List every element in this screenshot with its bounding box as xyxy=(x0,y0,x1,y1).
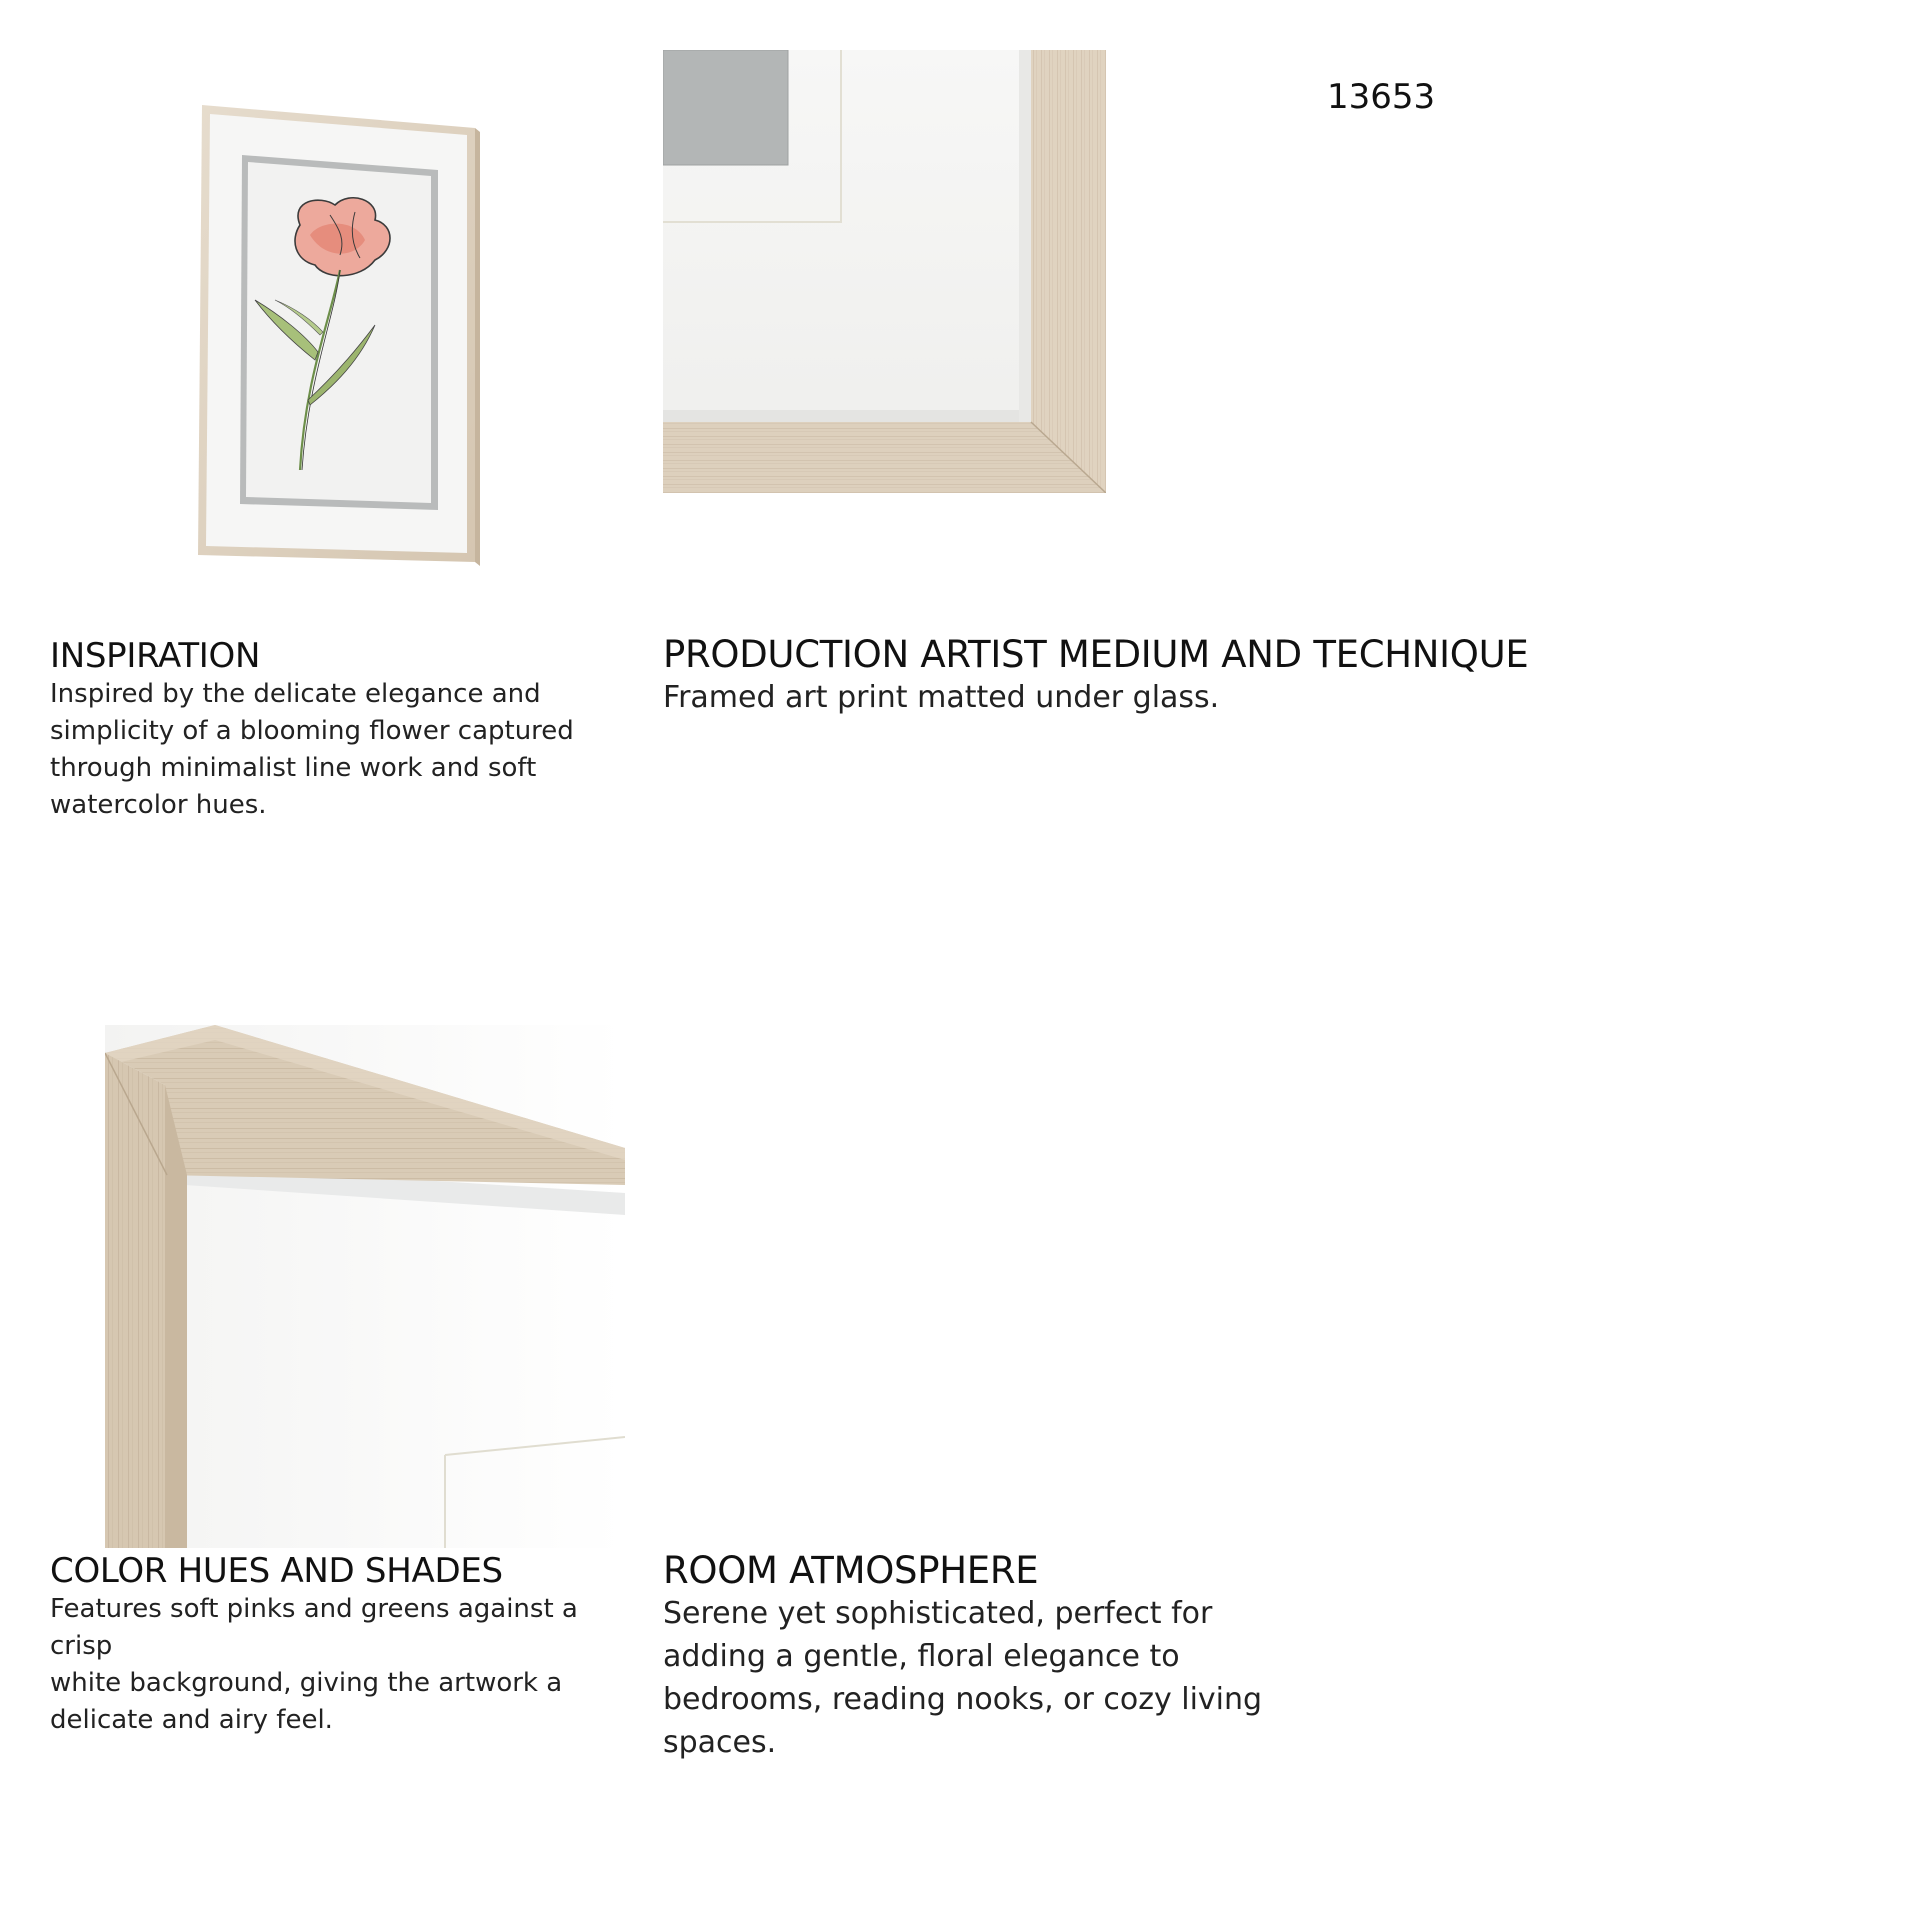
production-title: PRODUCTION ARTIST MEDIUM AND TECHNIQUE xyxy=(663,633,1529,676)
frame-edge-closeup-image xyxy=(105,1025,625,1548)
room-title: ROOM ATMOSPHERE xyxy=(663,1549,1039,1592)
inspiration-title: INSPIRATION xyxy=(50,636,261,676)
framed-flower-print-image xyxy=(190,100,480,570)
product-sku: 13653 xyxy=(1327,77,1436,117)
production-section xyxy=(663,634,1663,719)
room-line: spaces. xyxy=(663,1725,777,1760)
inspiration-line: simplicity of a blooming flower captured xyxy=(50,716,574,746)
frame-corner-closeup-image xyxy=(663,50,1106,493)
room-line: adding a gentle, floral elegance to xyxy=(663,1639,1180,1674)
inspiration-line: watercolor hues. xyxy=(50,790,267,820)
room-section xyxy=(663,1550,1303,1764)
inspiration-line: Inspired by the delicate elegance and xyxy=(50,679,541,709)
production-line: Framed art print matted under glass. xyxy=(663,680,1220,715)
inspiration-line: through minimalist line work and soft xyxy=(50,753,537,783)
color-line: white background, giving the artwork a xyxy=(50,1668,563,1698)
color-section xyxy=(50,1551,630,1739)
color-title: COLOR HUES AND SHADES xyxy=(50,1551,503,1591)
color-line: Features soft pinks and greens against a crisp xyxy=(50,1594,578,1661)
inspiration-section xyxy=(50,636,610,824)
room-line: Serene yet sophisticated, perfect for xyxy=(663,1596,1213,1631)
color-line: delicate and airy feel. xyxy=(50,1705,333,1735)
room-line: bedrooms, reading nooks, or cozy living xyxy=(663,1682,1263,1717)
